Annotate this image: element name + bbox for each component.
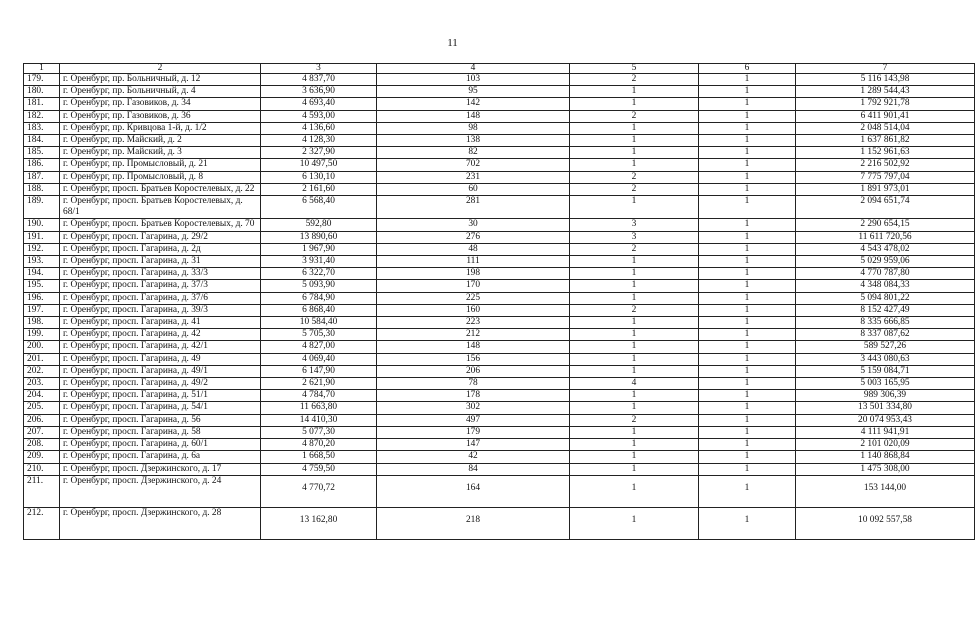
- amount-cell: 1 891 973,01: [796, 183, 975, 195]
- count-cell: 198: [377, 268, 570, 280]
- col5-cell: 1: [570, 280, 699, 292]
- col5-cell: 2: [570, 74, 699, 86]
- col5-cell: 1: [570, 317, 699, 329]
- col5-cell: 4: [570, 378, 699, 390]
- col6-cell: 1: [699, 475, 796, 507]
- count-cell: 103: [377, 74, 570, 86]
- count-cell: 231: [377, 171, 570, 183]
- address-cell: г. Оренбург, просп. Гагарина, д. 41: [60, 317, 261, 329]
- area-cell: 4 136,60: [261, 122, 377, 134]
- area-cell: 2 161,60: [261, 183, 377, 195]
- row-number: 200.: [24, 341, 60, 353]
- col5-cell: 1: [570, 451, 699, 463]
- header-cell: 2: [60, 64, 261, 74]
- table-row: [24, 507, 975, 539]
- count-cell: 212: [377, 329, 570, 341]
- col6-cell: 1: [699, 317, 796, 329]
- col5-cell: 1: [570, 122, 699, 134]
- col6-cell: 1: [699, 451, 796, 463]
- col6-cell: 1: [699, 171, 796, 183]
- area-cell: 3 636,90: [261, 86, 377, 98]
- count-cell: 497: [377, 414, 570, 426]
- col6-cell: 1: [699, 74, 796, 86]
- amount-cell: 8 337 087,62: [796, 329, 975, 341]
- header-cell: 7: [796, 64, 975, 74]
- amount-cell: 5 029 959,06: [796, 256, 975, 268]
- amount-cell: 2 101 020,09: [796, 439, 975, 451]
- col6-cell: 1: [699, 280, 796, 292]
- row-number: 188.: [24, 183, 60, 195]
- row-number: 210.: [24, 463, 60, 475]
- amount-cell: 1 289 544,43: [796, 86, 975, 98]
- amount-cell: 2 216 502,92: [796, 159, 975, 171]
- row-number: 199.: [24, 329, 60, 341]
- area-cell: 2 621,90: [261, 378, 377, 390]
- address-cell: г. Оренбург, просп. Гагарина, д. 58: [60, 426, 261, 438]
- row-number: 192.: [24, 243, 60, 255]
- col6-cell: 1: [699, 86, 796, 98]
- amount-cell: 5 116 143,98: [796, 74, 975, 86]
- table-row: [24, 317, 975, 329]
- count-cell: 223: [377, 317, 570, 329]
- row-number: 204.: [24, 390, 60, 402]
- row-number: 208.: [24, 439, 60, 451]
- col6-cell: 1: [699, 147, 796, 159]
- area-cell: 5 077,30: [261, 426, 377, 438]
- address-cell: г. Оренбург, просп. Дзержинского, д. 24: [60, 475, 261, 507]
- table-row: [24, 159, 975, 171]
- address-cell: г. Оренбург, просп. Гагарина, д. 37/3: [60, 280, 261, 292]
- table-row: [24, 122, 975, 134]
- col6-cell: 1: [699, 110, 796, 122]
- area-cell: 6 868,40: [261, 304, 377, 316]
- row-number: 196.: [24, 292, 60, 304]
- table-row: [24, 329, 975, 341]
- row-number: 190.: [24, 219, 60, 231]
- row-number: 179.: [24, 74, 60, 86]
- address-cell: г. Оренбург, просп. Гагарина, д. 49/2: [60, 378, 261, 390]
- table-row: [24, 243, 975, 255]
- row-number: 198.: [24, 317, 60, 329]
- table-row: [24, 414, 975, 426]
- count-cell: 30: [377, 219, 570, 231]
- address-cell: г. Оренбург, просп. Гагарина, д. 33/3: [60, 268, 261, 280]
- table-row: [24, 110, 975, 122]
- row-number: 197.: [24, 304, 60, 316]
- count-cell: 156: [377, 353, 570, 365]
- address-cell: г. Оренбург, просп. Дзержинского, д. 17: [60, 463, 261, 475]
- area-cell: 4 827,00: [261, 341, 377, 353]
- area-cell: 4 837,70: [261, 74, 377, 86]
- col5-cell: 2: [570, 243, 699, 255]
- col5-cell: 1: [570, 507, 699, 539]
- address-cell: г. Оренбург, пр. Кривцова 1-й, д. 1/2: [60, 122, 261, 134]
- header-cell: 6: [699, 64, 796, 74]
- col6-cell: 1: [699, 365, 796, 377]
- col6-cell: 1: [699, 135, 796, 147]
- table-row: [24, 365, 975, 377]
- area-cell: 4 128,30: [261, 135, 377, 147]
- amount-cell: 7 775 797,04: [796, 171, 975, 183]
- col5-cell: 1: [570, 463, 699, 475]
- count-cell: 225: [377, 292, 570, 304]
- amount-cell: 8 152 427,49: [796, 304, 975, 316]
- col5-cell: 1: [570, 256, 699, 268]
- row-number: 205.: [24, 402, 60, 414]
- col6-cell: 1: [699, 426, 796, 438]
- area-cell: 6 130,10: [261, 171, 377, 183]
- address-cell: г. Оренбург, просп. Гагарина, д. 42: [60, 329, 261, 341]
- area-cell: 592,80: [261, 219, 377, 231]
- area-cell: 4 069,40: [261, 353, 377, 365]
- header-row: [24, 64, 975, 74]
- amount-cell: 4 348 084,33: [796, 280, 975, 292]
- count-cell: 142: [377, 98, 570, 110]
- area-cell: 13 890,60: [261, 231, 377, 243]
- area-cell: 6 568,40: [261, 196, 377, 219]
- area-cell: 4 870,20: [261, 439, 377, 451]
- row-number: 181.: [24, 98, 60, 110]
- count-cell: 281: [377, 196, 570, 219]
- col5-cell: 1: [570, 135, 699, 147]
- area-cell: 1 967,90: [261, 243, 377, 255]
- col5-cell: 2: [570, 414, 699, 426]
- amount-cell: 3 443 080,63: [796, 353, 975, 365]
- col5-cell: 1: [570, 159, 699, 171]
- count-cell: 147: [377, 439, 570, 451]
- col5-cell: 1: [570, 475, 699, 507]
- register-table: [23, 63, 975, 540]
- col6-cell: 1: [699, 341, 796, 353]
- address-cell: г. Оренбург, просп. Братьев Коростелевых, д. 70: [60, 219, 261, 231]
- table-row: [24, 390, 975, 402]
- area-cell: 14 410,30: [261, 414, 377, 426]
- area-cell: 5 705,30: [261, 329, 377, 341]
- amount-cell: 1 637 861,82: [796, 135, 975, 147]
- table-row: [24, 171, 975, 183]
- table-row: [24, 219, 975, 231]
- col6-cell: 1: [699, 256, 796, 268]
- table-row: [24, 74, 975, 86]
- row-number: 187.: [24, 171, 60, 183]
- amount-cell: 2 048 514,04: [796, 122, 975, 134]
- count-cell: 60: [377, 183, 570, 195]
- count-cell: 276: [377, 231, 570, 243]
- col6-cell: 1: [699, 292, 796, 304]
- col5-cell: 1: [570, 86, 699, 98]
- amount-cell: 6 411 901,41: [796, 110, 975, 122]
- count-cell: 178: [377, 390, 570, 402]
- count-cell: 702: [377, 159, 570, 171]
- table-row: [24, 135, 975, 147]
- table-row: [24, 147, 975, 159]
- col5-cell: 2: [570, 304, 699, 316]
- area-cell: 10 497,50: [261, 159, 377, 171]
- amount-cell: 20 074 953,43: [796, 414, 975, 426]
- col6-cell: 1: [699, 122, 796, 134]
- col6-cell: 1: [699, 243, 796, 255]
- col5-cell: 1: [570, 292, 699, 304]
- table-row: [24, 426, 975, 438]
- row-number: 203.: [24, 378, 60, 390]
- row-number: 184.: [24, 135, 60, 147]
- table-row: [24, 341, 975, 353]
- area-cell: 4 784,70: [261, 390, 377, 402]
- amount-cell: 8 335 666,85: [796, 317, 975, 329]
- col5-cell: 1: [570, 341, 699, 353]
- col6-cell: 1: [699, 219, 796, 231]
- row-number: 182.: [24, 110, 60, 122]
- col6-cell: 1: [699, 196, 796, 219]
- count-cell: 98: [377, 122, 570, 134]
- address-cell: г. Оренбург, пр. Газовиков, д. 34: [60, 98, 261, 110]
- address-cell: г. Оренбург, просп. Гагарина, д. 37/6: [60, 292, 261, 304]
- col6-cell: 1: [699, 507, 796, 539]
- col5-cell: 1: [570, 365, 699, 377]
- amount-cell: 5 003 165,95: [796, 378, 975, 390]
- count-cell: 170: [377, 280, 570, 292]
- amount-cell: 10 092 557,58: [796, 507, 975, 539]
- count-cell: 84: [377, 463, 570, 475]
- col5-cell: 1: [570, 268, 699, 280]
- amount-cell: 1 475 308,00: [796, 463, 975, 475]
- col5-cell: 1: [570, 353, 699, 365]
- header-cell: 1: [24, 64, 60, 74]
- address-cell: г. Оренбург, просп. Гагарина, д. 51/1: [60, 390, 261, 402]
- address-cell: г. Оренбург, просп. Дзержинского, д. 28: [60, 507, 261, 539]
- col5-cell: 2: [570, 183, 699, 195]
- area-cell: 3 931,40: [261, 256, 377, 268]
- area-cell: 6 784,90: [261, 292, 377, 304]
- count-cell: 302: [377, 402, 570, 414]
- table-row: [24, 475, 975, 507]
- amount-cell: 11 611 720,56: [796, 231, 975, 243]
- col6-cell: 1: [699, 329, 796, 341]
- count-cell: 138: [377, 135, 570, 147]
- table-row: [24, 98, 975, 110]
- col5-cell: 2: [570, 110, 699, 122]
- area-cell: 10 584,40: [261, 317, 377, 329]
- row-number: 189.: [24, 196, 60, 219]
- table-row: [24, 256, 975, 268]
- header-cell: 3: [261, 64, 377, 74]
- area-cell: 13 162,80: [261, 507, 377, 539]
- address-cell: г. Оренбург, просп. Гагарина, д. 2д: [60, 243, 261, 255]
- row-number: 209.: [24, 451, 60, 463]
- row-number: 180.: [24, 86, 60, 98]
- table-row: [24, 183, 975, 195]
- header-cell: 5: [570, 64, 699, 74]
- count-cell: 179: [377, 426, 570, 438]
- area-cell: 11 663,80: [261, 402, 377, 414]
- col5-cell: 1: [570, 98, 699, 110]
- count-cell: 82: [377, 147, 570, 159]
- col5-cell: 3: [570, 231, 699, 243]
- address-cell: г. Оренбург, просп. Братьев Коростелевых, д. 68/1: [60, 196, 261, 219]
- address-cell: г. Оренбург, просп. Гагарина, д. 56: [60, 414, 261, 426]
- amount-cell: 5 159 084,71: [796, 365, 975, 377]
- row-number: 185.: [24, 147, 60, 159]
- col6-cell: 1: [699, 268, 796, 280]
- area-cell: 2 327,90: [261, 147, 377, 159]
- table-row: [24, 196, 975, 219]
- row-number: 186.: [24, 159, 60, 171]
- header-cell: 4: [377, 64, 570, 74]
- amount-cell: 13 501 334,80: [796, 402, 975, 414]
- amount-cell: 2 094 651,74: [796, 196, 975, 219]
- area-cell: 1 668,50: [261, 451, 377, 463]
- count-cell: 95: [377, 86, 570, 98]
- area-cell: 6 147,90: [261, 365, 377, 377]
- count-cell: 206: [377, 365, 570, 377]
- area-cell: 4 770,72: [261, 475, 377, 507]
- amount-cell: 4 770 787,80: [796, 268, 975, 280]
- col6-cell: 1: [699, 98, 796, 110]
- col5-cell: 3: [570, 219, 699, 231]
- area-cell: 4 759,50: [261, 463, 377, 475]
- area-cell: 4 693,40: [261, 98, 377, 110]
- row-number: 194.: [24, 268, 60, 280]
- col5-cell: 1: [570, 329, 699, 341]
- row-number: 183.: [24, 122, 60, 134]
- address-cell: г. Оренбург, просп. Гагарина, д. 39/3: [60, 304, 261, 316]
- amount-cell: 2 290 654,15: [796, 219, 975, 231]
- table-row: [24, 451, 975, 463]
- table-row: [24, 378, 975, 390]
- table-row: [24, 304, 975, 316]
- address-cell: г. Оренбург, просп. Гагарина, д. 54/1: [60, 402, 261, 414]
- address-cell: г. Оренбург, просп. Братьев Коростелевых, д. 22: [60, 183, 261, 195]
- count-cell: 48: [377, 243, 570, 255]
- col5-cell: 2: [570, 171, 699, 183]
- row-number: 191.: [24, 231, 60, 243]
- address-cell: г. Оренбург, пр. Больничный, д. 4: [60, 86, 261, 98]
- count-cell: 111: [377, 256, 570, 268]
- table-row: [24, 268, 975, 280]
- col6-cell: 1: [699, 463, 796, 475]
- page-number: 11: [447, 37, 458, 49]
- row-number: 195.: [24, 280, 60, 292]
- count-cell: 164: [377, 475, 570, 507]
- address-cell: г. Оренбург, просп. Гагарина, д. 60/1: [60, 439, 261, 451]
- amount-cell: 1 152 961,63: [796, 147, 975, 159]
- col5-cell: 1: [570, 439, 699, 451]
- address-cell: г. Оренбург, пр. Промысловый, д. 21: [60, 159, 261, 171]
- area-cell: 5 093,90: [261, 280, 377, 292]
- table-row: [24, 463, 975, 475]
- address-cell: г. Оренбург, пр. Газовиков, д. 36: [60, 110, 261, 122]
- col6-cell: 1: [699, 439, 796, 451]
- count-cell: 78: [377, 378, 570, 390]
- col5-cell: 1: [570, 147, 699, 159]
- count-cell: 218: [377, 507, 570, 539]
- address-cell: г. Оренбург, просп. Гагарина, д. 6а: [60, 451, 261, 463]
- row-number: 193.: [24, 256, 60, 268]
- address-cell: г. Оренбург, пр. Майский, д. 2: [60, 135, 261, 147]
- address-cell: г. Оренбург, пр. Промысловый, д. 8: [60, 171, 261, 183]
- col6-cell: 1: [699, 183, 796, 195]
- area-cell: 4 593,00: [261, 110, 377, 122]
- table-row: [24, 86, 975, 98]
- col6-cell: 1: [699, 353, 796, 365]
- table-row: [24, 280, 975, 292]
- address-cell: г. Оренбург, пр. Майский, д. 3: [60, 147, 261, 159]
- amount-cell: 1 792 921,78: [796, 98, 975, 110]
- table-row: [24, 402, 975, 414]
- table-row: [24, 353, 975, 365]
- amount-cell: 4 543 478,02: [796, 243, 975, 255]
- col6-cell: 1: [699, 231, 796, 243]
- col5-cell: 1: [570, 390, 699, 402]
- address-cell: г. Оренбург, просп. Гагарина, д. 49: [60, 353, 261, 365]
- col5-cell: 1: [570, 426, 699, 438]
- address-cell: г. Оренбург, просп. Гагарина, д. 42/1: [60, 341, 261, 353]
- count-cell: 148: [377, 110, 570, 122]
- table-row: [24, 439, 975, 451]
- amount-cell: 1 140 868,84: [796, 451, 975, 463]
- address-cell: г. Оренбург, просп. Гагарина, д. 29/2: [60, 231, 261, 243]
- col6-cell: 1: [699, 414, 796, 426]
- address-cell: г. Оренбург, просп. Гагарина, д. 31: [60, 256, 261, 268]
- row-number: 207.: [24, 426, 60, 438]
- amount-cell: 589 527,26: [796, 341, 975, 353]
- table-row: [24, 292, 975, 304]
- col5-cell: 1: [570, 196, 699, 219]
- address-cell: г. Оренбург, пр. Больничный, д. 12: [60, 74, 261, 86]
- col6-cell: 1: [699, 159, 796, 171]
- count-cell: 160: [377, 304, 570, 316]
- row-number: 211.: [24, 475, 60, 507]
- row-number: 201.: [24, 353, 60, 365]
- amount-cell: 5 094 801,22: [796, 292, 975, 304]
- row-number: 212.: [24, 507, 60, 539]
- col6-cell: 1: [699, 378, 796, 390]
- col6-cell: 1: [699, 304, 796, 316]
- amount-cell: 4 111 941,91: [796, 426, 975, 438]
- count-cell: 148: [377, 341, 570, 353]
- count-cell: 42: [377, 451, 570, 463]
- amount-cell: 989 306,39: [796, 390, 975, 402]
- col6-cell: 1: [699, 402, 796, 414]
- col6-cell: 1: [699, 390, 796, 402]
- col5-cell: 1: [570, 402, 699, 414]
- row-number: 202.: [24, 365, 60, 377]
- area-cell: 6 322,70: [261, 268, 377, 280]
- address-cell: г. Оренбург, просп. Гагарина, д. 49/1: [60, 365, 261, 377]
- table-row: [24, 231, 975, 243]
- amount-cell: 153 144,00: [796, 475, 975, 507]
- row-number: 206.: [24, 414, 60, 426]
